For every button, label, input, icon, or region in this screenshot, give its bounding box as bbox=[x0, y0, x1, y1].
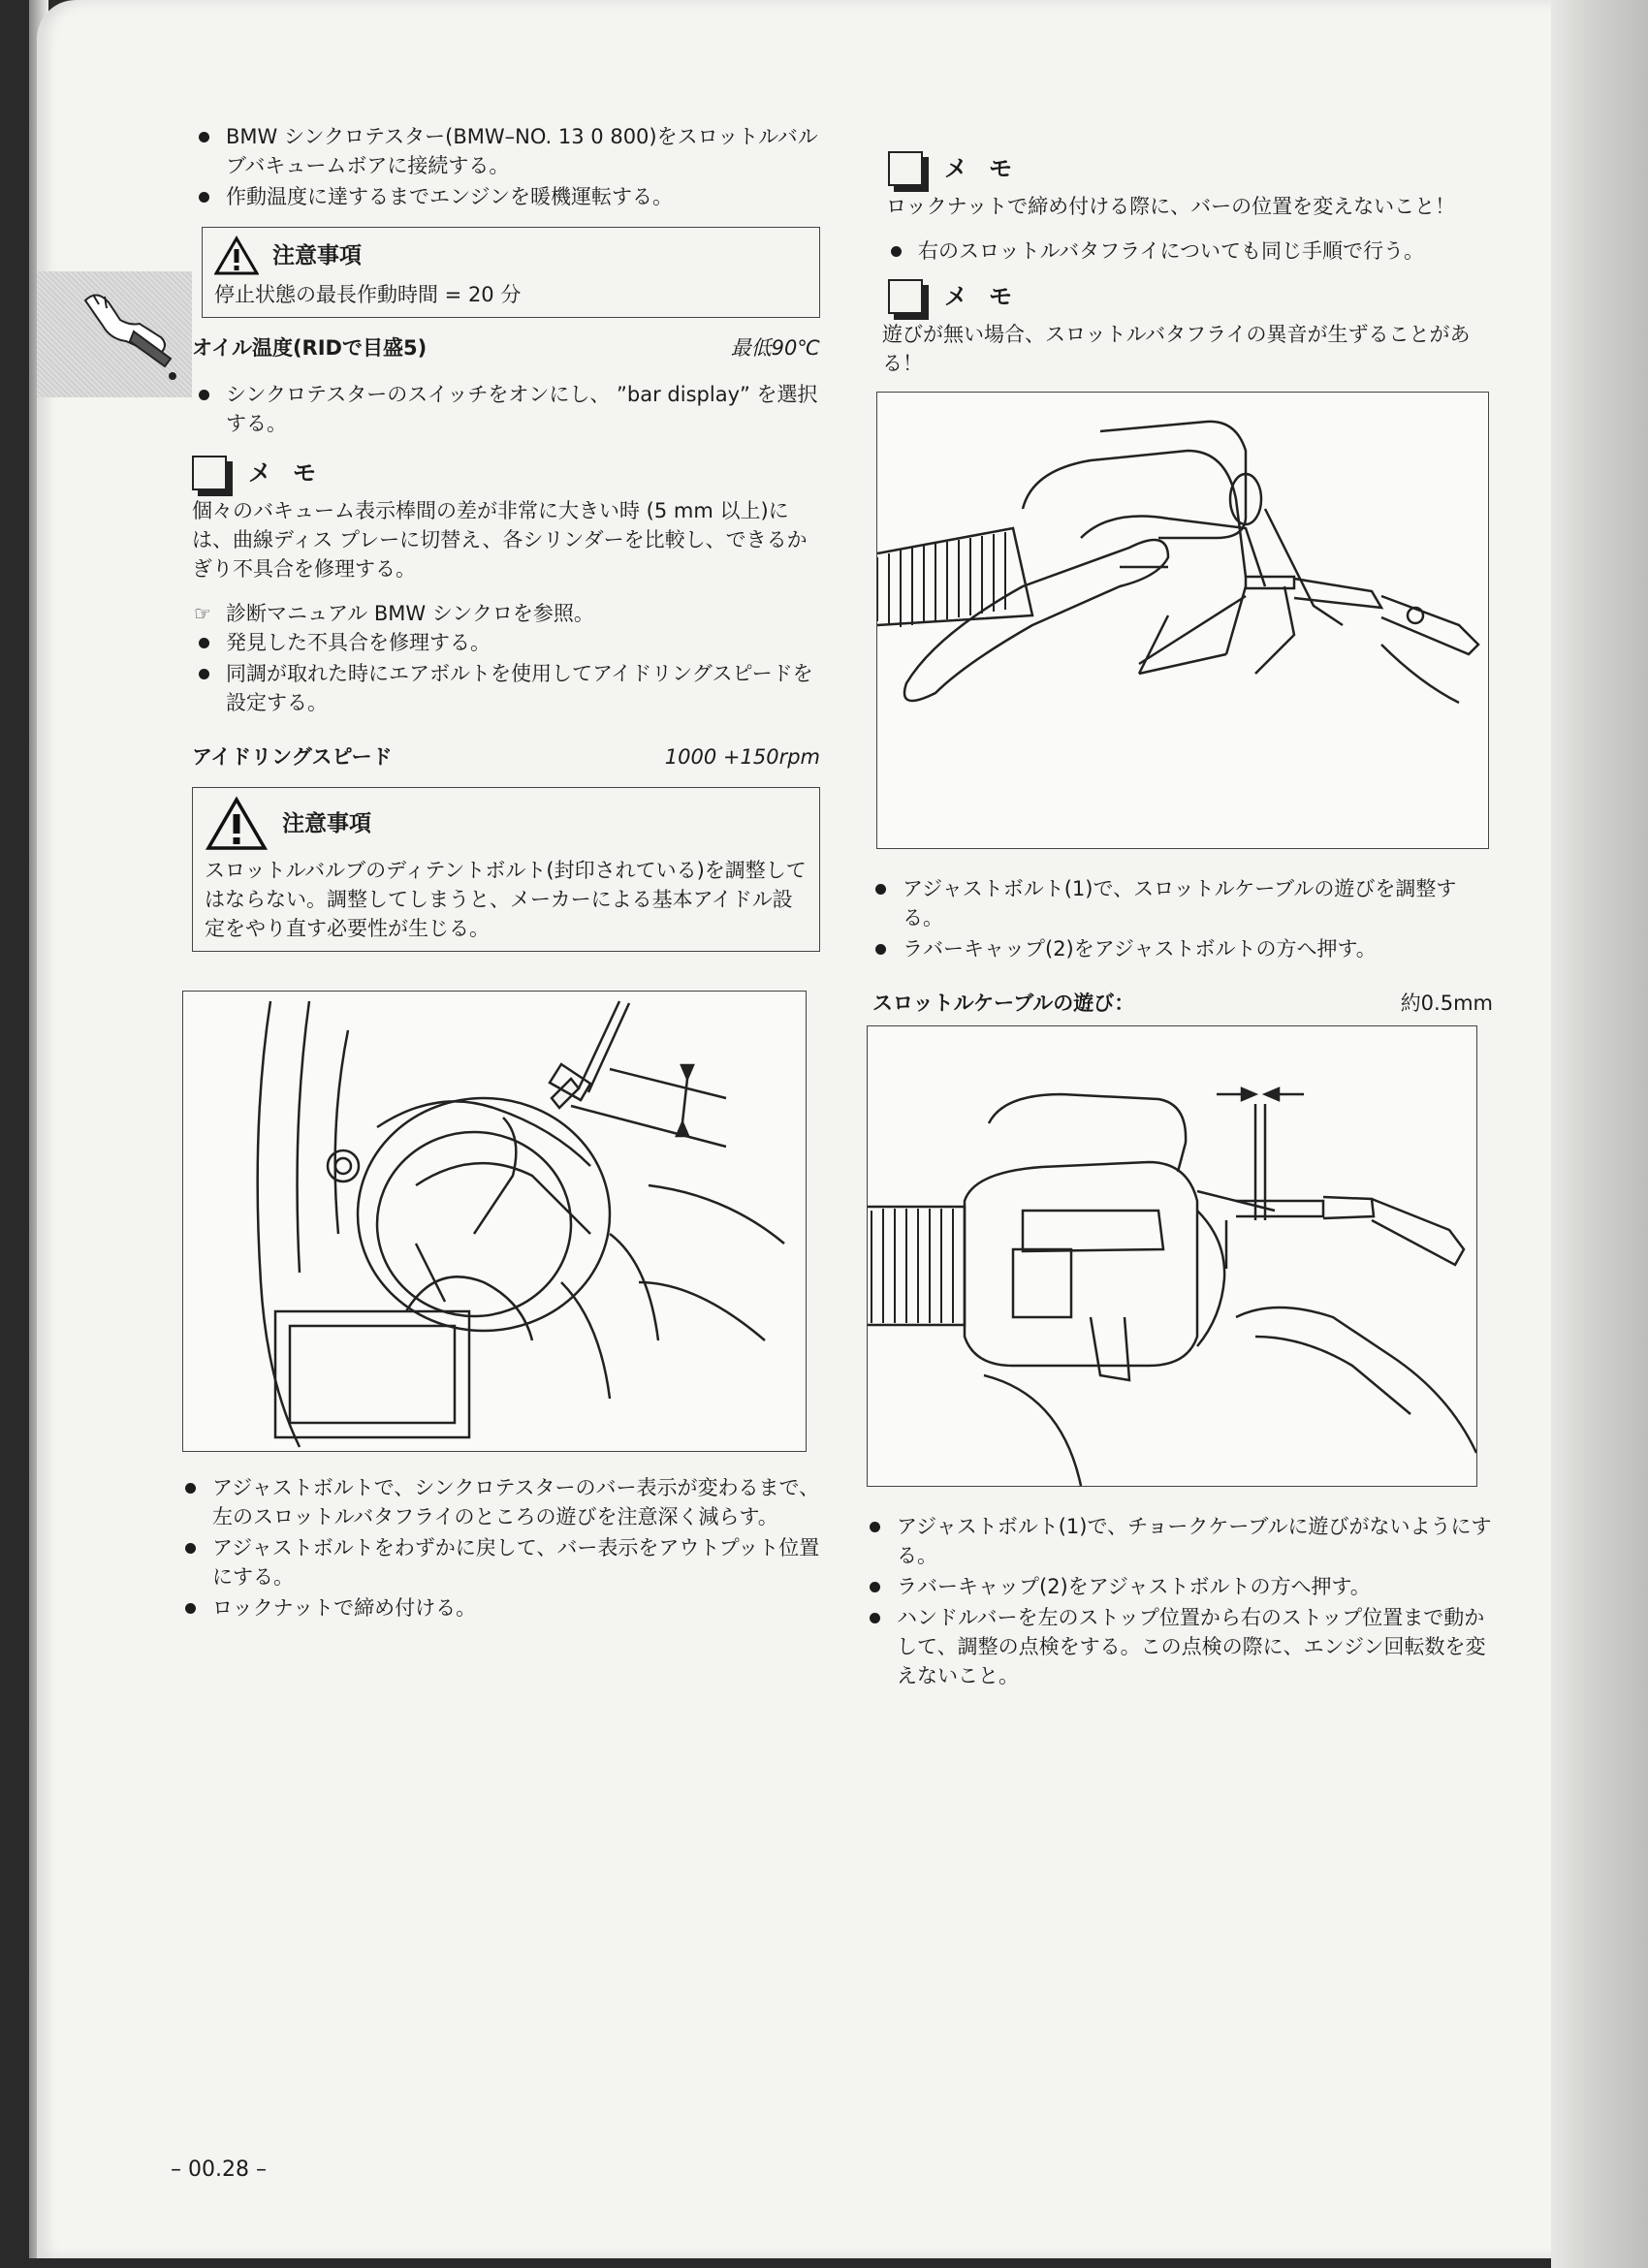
list-item: アジャストボルトをわずかに戻して、バー表示をアウトプット位置にする。 bbox=[178, 1533, 820, 1591]
intro-list bbox=[192, 122, 820, 211]
list-item: アジャストボルトで、シンクロテスターのバー表示が変わるまで、左のスロットルバタフライのところの遊びを注意深く減らす。 bbox=[178, 1473, 820, 1531]
throttle-cable-drawing bbox=[877, 393, 1488, 848]
page-number: – 00.28 – bbox=[171, 2158, 267, 2182]
spec-value: 約0.5mm bbox=[1400, 992, 1493, 1015]
memo-block bbox=[872, 279, 1493, 378]
list-item: 同調が取れた時にエアボルトを使用してアイドリングスピードを設定する。 bbox=[192, 659, 820, 717]
memo-icon bbox=[192, 456, 227, 490]
list-item: ラバーキャップ(2)をアジャストボルトの方へ押す。 bbox=[863, 1572, 1493, 1601]
pointing-hand-icon: ☞ bbox=[194, 602, 211, 625]
reference-text: 診断マニュアル BMW シンクロを参照。 bbox=[226, 602, 594, 625]
throttle-cable-illustration bbox=[876, 392, 1489, 849]
choke-cable-illustration bbox=[867, 1025, 1477, 1487]
memo-title: メモ bbox=[248, 459, 337, 487]
spec-label: オイル温度(RIDで目盛5) bbox=[192, 336, 428, 360]
memo-icon bbox=[888, 279, 923, 314]
caution-box bbox=[192, 787, 820, 952]
memo-title: メモ bbox=[944, 283, 1033, 310]
list-item: ハンドルバーを左のストップ位置から右のストップ位置まで動かして、調整の点検をする。この点検の際に、エンジン回転数を変えないこと。 bbox=[863, 1603, 1493, 1690]
list-item: 発見した不具合を修理する。 bbox=[192, 628, 820, 657]
memo-text: 個々のバキューム表示棒間の差が非常に大きい時 (5 mm 以上)には、曲線ディス プレーに切替え、各シリンダーを比較し、できるかぎり不具合を修理する。 bbox=[192, 499, 808, 581]
caution-text: スロットルバルブのディテントボルト(封印されている)を調整してはならない。調整してしまうと、メーカーによる基本アイドル設定をやり直す必要性が生じる。 bbox=[205, 859, 807, 940]
oil-temperature-spec bbox=[192, 333, 820, 362]
throttle-valve-drawing bbox=[183, 992, 806, 1451]
caution-box bbox=[202, 227, 820, 318]
left-column bbox=[192, 122, 820, 1624]
synchro-list bbox=[192, 380, 820, 438]
caution-title: 注意事項 bbox=[272, 243, 362, 268]
caution-title: 注意事項 bbox=[282, 811, 371, 836]
spec-label: スロットルケーブルの遊び： bbox=[872, 992, 1135, 1015]
memo-block bbox=[192, 456, 820, 583]
memo-icon bbox=[888, 151, 923, 186]
spec-label: アイドリングスピード bbox=[192, 745, 393, 769]
memo-block bbox=[872, 151, 1493, 221]
repair-list bbox=[192, 628, 820, 717]
list-item: ロックナットで締め付ける。 bbox=[178, 1593, 820, 1622]
cable-play-spec bbox=[872, 989, 1493, 1018]
oil-can-hand-icon bbox=[76, 281, 182, 388]
memo-title: メモ bbox=[944, 155, 1033, 182]
caution-text: 停止状態の最長作動時間 = 20 分 bbox=[214, 283, 522, 306]
list-item: 右のスロットルバタフライについても同じ手順で行う。 bbox=[884, 236, 1493, 266]
spec-value: 最低90℃ bbox=[730, 336, 820, 360]
idle-speed-spec bbox=[192, 742, 820, 772]
reference-line bbox=[192, 599, 820, 628]
list-item: ラバーキャップ(2)をアジャストボルトの方へ押す。 bbox=[869, 934, 1493, 963]
list-item: BMW シンクロテスター(BMW–NO. 13 0 800)をスロットルバルブバキュームボアに接続する。 bbox=[192, 122, 820, 180]
right-throttle-list bbox=[884, 236, 1493, 266]
throttle-cable-list bbox=[869, 874, 1493, 963]
next-page-edge bbox=[1551, 0, 1648, 2268]
memo-text: ロックナットで締め付ける際に、バーの位置を変えないこと！ bbox=[886, 195, 1456, 218]
list-item: アジャストボルト(1)で、チョークケーブルに遊びがないようにする。 bbox=[863, 1512, 1493, 1570]
adjust-list bbox=[178, 1473, 820, 1622]
spec-value: 1000 +150rpm bbox=[664, 745, 820, 769]
memo-text: 遊びが無い場合、スロットルバタフライの異音が生ずることがある！ bbox=[882, 323, 1471, 375]
list-item: アジャストボルト(1)で、スロットルケーブルの遊びを調整する。 bbox=[869, 874, 1493, 932]
list-item: 作動温度に達するまでエンジンを暖機運転する。 bbox=[192, 182, 820, 211]
warning-triangle-icon bbox=[205, 796, 269, 852]
list-item: シンクロテスターのスイッチをオンにし、 ”bar display” を選択する。 bbox=[192, 380, 820, 438]
throttle-valve-illustration bbox=[182, 991, 807, 1452]
warning-triangle-icon bbox=[214, 236, 259, 276]
choke-cable-drawing bbox=[868, 1026, 1476, 1486]
right-column bbox=[872, 145, 1493, 1692]
choke-cable-list bbox=[863, 1512, 1493, 1690]
